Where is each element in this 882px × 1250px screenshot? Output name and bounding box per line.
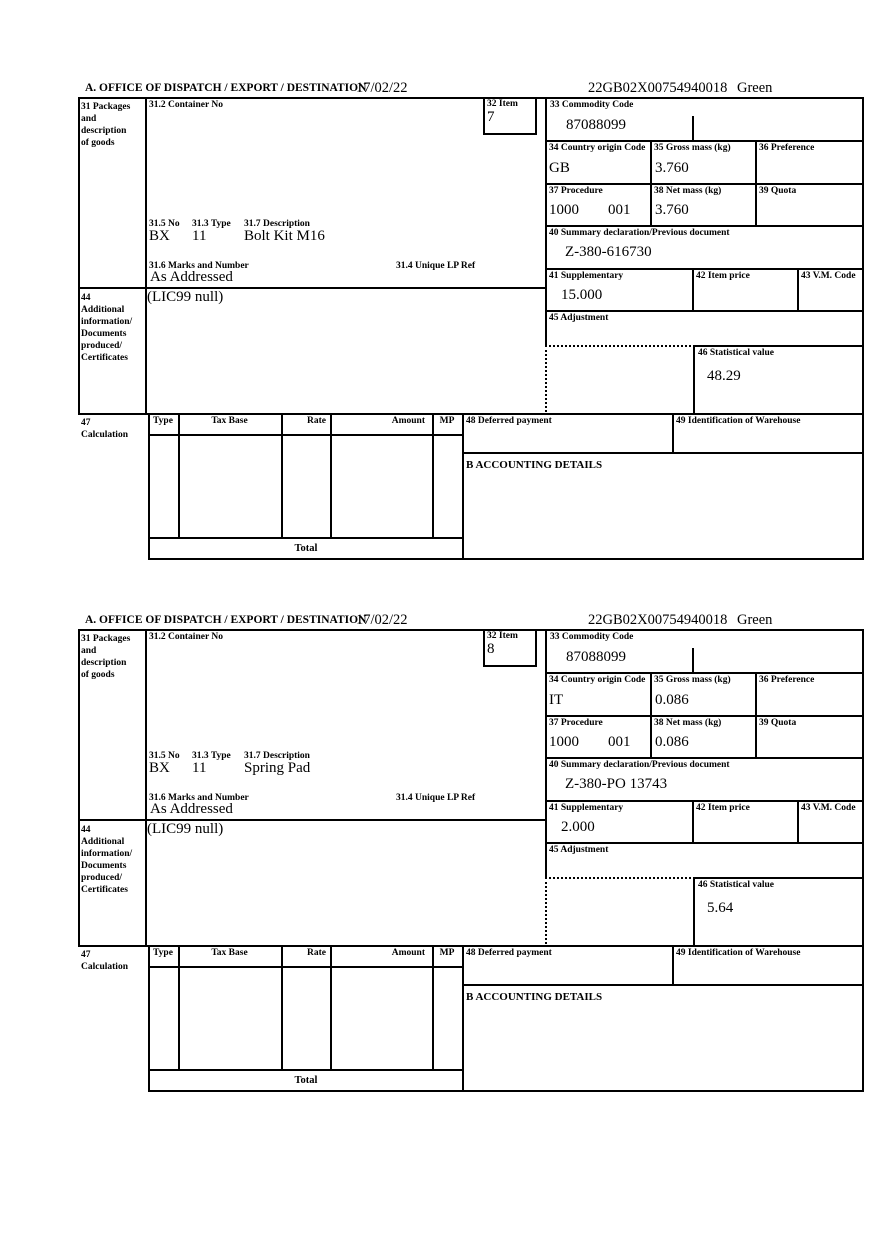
net-mass-value: 0.086 <box>655 734 689 750</box>
rate-column-header: Rate <box>307 416 326 426</box>
total-label: Total <box>294 1075 318 1086</box>
item-price-label: 42 Item price <box>696 271 750 281</box>
form-line <box>693 877 864 879</box>
form-line <box>148 1069 464 1071</box>
form-line <box>145 629 147 945</box>
entry-number: 22GB02X00754940018 <box>588 80 728 96</box>
item-number-value: 8 <box>487 641 495 657</box>
item-number-value: 7 <box>487 109 495 125</box>
form-line <box>462 984 864 986</box>
form-line <box>535 97 537 135</box>
commodity-code-divider <box>692 648 694 672</box>
net-mass-value: 3.760 <box>655 202 689 218</box>
supplementary-label: 41 Supplementary <box>549 271 624 281</box>
form-line <box>672 945 674 984</box>
packages-box-label: 31 Packages and description of goods <box>81 102 131 148</box>
deferred-payment-label: 48 Deferred payment <box>466 416 552 426</box>
description-label: 31.7 Description <box>244 751 310 761</box>
dotted-line <box>545 877 547 944</box>
vm-code-label: 43 V.M. Code <box>801 803 856 813</box>
form-line <box>78 629 80 945</box>
container-no-label: 31.2 Container No <box>149 632 223 642</box>
commodity-code-label: 33 Commodity Code <box>550 100 634 110</box>
item-box-label: 32 Item <box>487 99 518 109</box>
additional-info-box-label: 44 Additional information/ Documents produced/ Certificates <box>81 293 133 363</box>
unique-lp-ref-label: 31.4 Unique LP Ref <box>396 261 476 271</box>
item-box-label: 32 Item <box>487 631 518 641</box>
preference-label: 36 Preference <box>759 675 815 685</box>
form-line <box>692 268 694 310</box>
form-line <box>755 140 757 225</box>
form-line <box>78 413 864 415</box>
form-line <box>545 629 547 877</box>
mp-column-header: MP <box>439 416 455 426</box>
form-line <box>797 800 799 842</box>
additional-information-value: (LIC99 null) <box>147 289 224 305</box>
country-origin-value: IT <box>549 692 564 708</box>
country-origin-label: 34 Country origin Code <box>549 675 646 685</box>
form-line <box>545 310 864 312</box>
form-line <box>148 537 464 539</box>
package-code-value: BX <box>149 228 170 244</box>
calculation-box-label: 47 Calculation <box>81 950 128 972</box>
dotted-line <box>545 345 695 347</box>
description-label: 31.7 Description <box>244 219 310 229</box>
mp-column-header: MP <box>439 948 455 958</box>
adjustment-label: 45 Adjustment <box>549 313 609 323</box>
marks-label: 31.6 Marks and Number <box>149 793 249 803</box>
procedure-label: 37 Procedure <box>549 186 603 196</box>
form-line <box>330 945 332 1069</box>
adjustment-label: 45 Adjustment <box>549 845 609 855</box>
form-line <box>545 842 864 844</box>
form-line <box>281 413 283 537</box>
form-line <box>432 413 434 537</box>
packages-box-label: 31 Packages and description of goods <box>81 634 131 680</box>
form-line <box>545 672 864 674</box>
procedure-value-1: 1000 <box>549 734 579 750</box>
office-of-dispatch-label: A. OFFICE OF DISPATCH / EXPORT / DESTINATION <box>85 614 367 626</box>
form-line <box>545 800 864 802</box>
previous-document-value: Z-380-PO 13743 <box>565 776 668 792</box>
gross-mass-value: 0.086 <box>655 692 689 708</box>
marks-label: 31.6 Marks and Number <box>149 261 249 271</box>
form-line <box>78 945 864 947</box>
route-indicator: Green <box>737 612 773 628</box>
form-line <box>862 97 864 560</box>
commodity-code-divider <box>692 116 694 140</box>
form-line <box>693 345 864 347</box>
statistical-value-label: 46 Statistical value <box>698 880 774 890</box>
commodity-code-label: 33 Commodity Code <box>550 632 634 642</box>
marks-value: As Addressed <box>150 269 233 285</box>
calculation-box-label: 47 Calculation <box>81 418 128 440</box>
form-line <box>178 413 180 537</box>
procedure-value-2: 001 <box>608 202 631 218</box>
form-line <box>545 225 864 227</box>
previous-document-value: Z-380-616730 <box>565 244 652 260</box>
form-line <box>692 800 694 842</box>
form-line <box>78 629 864 631</box>
statistical-value: 48.29 <box>707 368 741 384</box>
dotted-line <box>545 345 547 412</box>
form-line <box>145 97 147 413</box>
tax-type-column-header: Type <box>153 416 173 426</box>
additional-info-box-label: 44 Additional information/ Documents produced/ Certificates <box>81 825 133 895</box>
form-line <box>693 877 695 945</box>
unique-lp-ref-label: 31.4 Unique LP Ref <box>396 793 476 803</box>
gross-mass-value: 3.760 <box>655 160 689 176</box>
supplementary-label: 41 Supplementary <box>549 803 624 813</box>
form-line <box>483 665 537 667</box>
net-mass-label: 38 Net mass (kg) <box>654 186 722 196</box>
commodity-code-value: 87088099 <box>566 117 626 133</box>
declaration-item-section-1 <box>78 80 864 562</box>
package-type-value: 11 <box>192 228 207 244</box>
form-line <box>862 629 864 1092</box>
marks-value: As Addressed <box>150 801 233 817</box>
procedure-value-2: 001 <box>608 734 631 750</box>
form-line <box>483 629 485 667</box>
vm-code-label: 43 V.M. Code <box>801 271 856 281</box>
total-label: Total <box>294 543 318 554</box>
form-line <box>148 434 464 436</box>
package-type-value: 11 <box>192 760 207 776</box>
accounting-details-label: B ACCOUNTING DETAILS <box>466 991 603 1003</box>
tax-type-column-header: Type <box>153 948 173 958</box>
form-line <box>178 945 180 1069</box>
form-line <box>650 140 652 225</box>
package-type-label: 31.3 Type <box>192 219 231 229</box>
declaration-item-section-2 <box>78 612 864 1094</box>
form-line <box>330 413 332 537</box>
amount-column-header: Amount <box>391 948 425 958</box>
container-no-label: 31.2 Container No <box>149 100 223 110</box>
gross-mass-label: 35 Gross mass (kg) <box>654 143 731 153</box>
dotted-line <box>545 877 695 879</box>
form-line <box>797 268 799 310</box>
rate-column-header: Rate <box>307 948 326 958</box>
deferred-payment-label: 48 Deferred payment <box>466 948 552 958</box>
quota-label: 39 Quota <box>759 186 797 196</box>
supplementary-value: 2.000 <box>561 819 595 835</box>
form-line <box>545 268 864 270</box>
route-indicator: Green <box>737 80 773 96</box>
form-line <box>148 966 464 968</box>
warehouse-label: 49 Identification of Warehouse <box>676 416 801 426</box>
tax-base-column-header: Tax Base <box>211 948 248 958</box>
supplementary-value: 15.000 <box>561 287 603 303</box>
commodity-code-value: 87088099 <box>566 649 626 665</box>
form-line <box>483 97 485 135</box>
procedure-value-1: 1000 <box>549 202 579 218</box>
additional-information-value: (LIC99 null) <box>147 821 224 837</box>
tax-base-column-header: Tax Base <box>211 416 248 426</box>
form-line <box>483 133 537 135</box>
office-of-dispatch-label: A. OFFICE OF DISPATCH / EXPORT / DESTINATION <box>85 82 367 94</box>
gross-mass-label: 35 Gross mass (kg) <box>654 675 731 685</box>
form-line <box>78 97 80 413</box>
package-no-label: 31.5 No <box>149 219 180 229</box>
entry-number: 22GB02X00754940018 <box>588 612 728 628</box>
quota-label: 39 Quota <box>759 718 797 728</box>
warehouse-label: 49 Identification of Warehouse <box>676 948 801 958</box>
form-line <box>281 945 283 1069</box>
net-mass-label: 38 Net mass (kg) <box>654 718 722 728</box>
form-line <box>672 413 674 452</box>
form-line <box>545 97 547 345</box>
statistical-value: 5.64 <box>707 900 734 916</box>
form-line <box>545 183 864 185</box>
package-code-value: BX <box>149 760 170 776</box>
declaration-date: 17/02/22 <box>356 80 408 96</box>
declaration-date: 17/02/22 <box>356 612 408 628</box>
form-line <box>650 672 652 757</box>
summary-declaration-label: 40 Summary declaration/Previous document <box>549 228 730 238</box>
form-line <box>693 345 695 413</box>
form-line <box>432 945 434 1069</box>
package-type-label: 31.3 Type <box>192 751 231 761</box>
goods-description-value: Bolt Kit M16 <box>244 228 325 244</box>
summary-declaration-label: 40 Summary declaration/Previous document <box>549 760 730 770</box>
item-price-label: 42 Item price <box>696 803 750 813</box>
form-line <box>148 1090 864 1092</box>
country-origin-value: GB <box>549 160 570 176</box>
form-line <box>545 757 864 759</box>
form-line <box>78 97 864 99</box>
procedure-label: 37 Procedure <box>549 718 603 728</box>
form-line <box>755 672 757 757</box>
package-no-label: 31.5 No <box>149 751 180 761</box>
preference-label: 36 Preference <box>759 143 815 153</box>
accounting-details-label: B ACCOUNTING DETAILS <box>466 459 603 471</box>
form-line <box>148 558 864 560</box>
statistical-value-label: 46 Statistical value <box>698 348 774 358</box>
form-line <box>462 452 864 454</box>
amount-column-header: Amount <box>391 416 425 426</box>
form-line <box>545 140 864 142</box>
goods-description-value: Spring Pad <box>244 760 311 776</box>
form-line <box>535 629 537 667</box>
form-line <box>545 715 864 717</box>
country-origin-label: 34 Country origin Code <box>549 143 646 153</box>
